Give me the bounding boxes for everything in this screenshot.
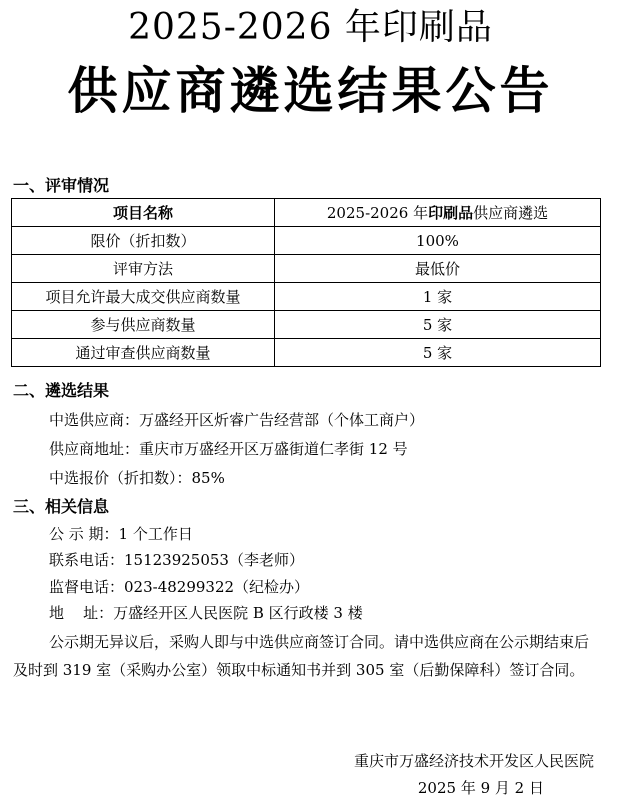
table-header-value bbox=[275, 199, 601, 227]
section-3-heading: 三、相关信息 bbox=[13, 497, 110, 516]
selected-quote: 中选报价（折扣数）：85% bbox=[49, 469, 225, 487]
table-cell-value: 100% bbox=[275, 227, 601, 255]
table-cell-value: 最低价 bbox=[275, 255, 601, 283]
table-header-row bbox=[12, 199, 601, 227]
project-name-suffix: 供应商遴选 bbox=[473, 204, 549, 222]
table-cell-label: 通过审查供应商数量 bbox=[12, 339, 275, 367]
table-cell-value: 1 家 bbox=[275, 283, 601, 311]
table-row bbox=[12, 283, 601, 311]
table-row bbox=[12, 227, 601, 255]
supplier-address: 供应商地址：重庆市万盛经开区万盛街道仁孝街 12 号 bbox=[49, 440, 408, 458]
signature-date: 2025 年 9 月 2 日 bbox=[417, 779, 544, 797]
table-cell-label: 参与供应商数量 bbox=[12, 311, 275, 339]
table-cell-label: 评审方法 bbox=[12, 255, 275, 283]
table-cell-value: 5 家 bbox=[275, 311, 601, 339]
supervision-phone: 监督电话：023-48299322（纪检办） bbox=[49, 578, 310, 596]
table-header-label: 项目名称 bbox=[12, 199, 275, 227]
project-name-prefix: 2025-2026 年 bbox=[326, 204, 429, 222]
title-line-2: 供应商遴选结果公告 bbox=[67, 62, 554, 120]
notice-paragraph bbox=[13, 628, 603, 684]
section-1-heading: 一、评审情况 bbox=[13, 176, 110, 195]
signature-org: 重庆市万盛经济技术开发区人民医院 bbox=[353, 752, 594, 770]
table-row bbox=[12, 339, 601, 367]
selected-supplier: 中选供应商：万盛经开区炘睿广告经营部（个体工商户） bbox=[49, 411, 425, 429]
table-cell-label: 限价（折扣数） bbox=[12, 227, 275, 255]
review-table bbox=[11, 198, 601, 367]
section-2-heading: 二、遴选结果 bbox=[13, 381, 110, 400]
title-line-1: 2025-2026 年印刷品 bbox=[128, 7, 493, 48]
address: 地 址：万盛经开区人民医院 B 区行政楼 3 楼 bbox=[49, 604, 363, 622]
project-name-bold: 印刷品 bbox=[428, 204, 474, 222]
table-row bbox=[12, 311, 601, 339]
publicity-period: 公 示 期：1 个工作日 bbox=[49, 525, 193, 543]
table-row bbox=[12, 255, 601, 283]
table-cell-value: 5 家 bbox=[275, 339, 601, 367]
notice-text: 公示期无异议后，采购人即与中选供应商签订合同。请中选供应商在公示期结束后及时到 319 室（采购办公室）领取中标通知书并到 305 室（后勤保障科）签订合同。 bbox=[13, 633, 590, 679]
table-cell-label: 项目允许最大成交供应商数量 bbox=[12, 283, 275, 311]
contact-phone: 联系电话：15123925053（李老师） bbox=[49, 551, 304, 569]
